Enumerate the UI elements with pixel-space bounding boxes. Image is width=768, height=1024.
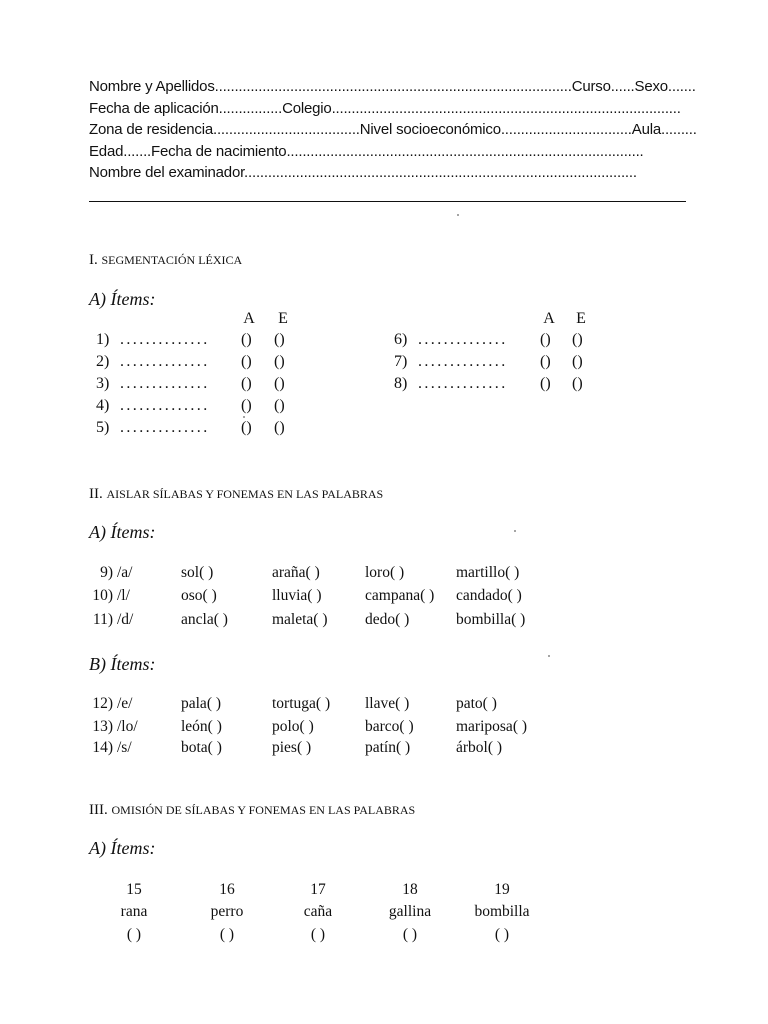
omission-number: 16 <box>219 881 235 898</box>
item-number: 3) <box>96 375 110 392</box>
item-number: 12) <box>92 695 113 712</box>
item-dotted-line: .............. <box>120 397 210 414</box>
answer-mark-e: () <box>274 419 285 436</box>
word-option: tortuga( ) <box>272 695 331 712</box>
answer-mark-a: () <box>241 419 252 436</box>
section-2-subtitle-b: B) Ítems: <box>89 654 156 674</box>
item-number: 10) <box>92 587 113 604</box>
col-a-header-right: A <box>543 310 555 327</box>
answer-mark-e: () <box>274 375 285 392</box>
item-dotted-line: .............. <box>418 353 508 370</box>
word-option: maleta( ) <box>272 611 328 628</box>
col-e-header-right: E <box>576 310 586 327</box>
word-option: pala( ) <box>181 695 222 712</box>
answer-mark-a: () <box>241 397 252 414</box>
omission-word: bombilla <box>474 903 530 920</box>
scan-speck <box>548 655 550 657</box>
section-2-number: II. <box>89 486 103 502</box>
word-option: mariposa( ) <box>456 718 528 735</box>
answer-mark-a: () <box>241 375 252 392</box>
answer-mark-e: () <box>274 397 285 414</box>
answer-mark-e: () <box>274 331 285 348</box>
word-option: lluvia( ) <box>272 587 322 604</box>
omission-number: 19 <box>494 881 510 898</box>
field-edad-fecha-nacimiento: Edad.......Fecha de nacimiento.......................................................................................... <box>89 143 644 160</box>
item-number: 8) <box>394 375 408 392</box>
scan-speck <box>457 214 459 216</box>
field-zona-nivel-aula: Zona de residencia.....................................Nivel socioeconómico.................................Aula......... <box>89 121 697 138</box>
item-number: 13) <box>92 718 113 735</box>
answer-mark-e: () <box>572 331 583 348</box>
item-number: 2) <box>96 353 110 370</box>
answer-mark-e: () <box>572 375 583 392</box>
answer-mark-a: () <box>241 331 252 348</box>
word-option: campana( ) <box>365 587 435 604</box>
word-option: dedo( ) <box>365 611 410 628</box>
answer-mark-a: () <box>540 331 551 348</box>
answer-mark-a: () <box>540 375 551 392</box>
word-option: candado( ) <box>456 587 522 604</box>
section-3-number: III. <box>89 802 108 818</box>
word-option: martillo( ) <box>456 564 520 581</box>
omission-word: caña <box>303 903 333 920</box>
omission-word: gallina <box>388 903 432 920</box>
item-number: 1) <box>96 331 110 348</box>
section-3-subtitle: A) Ítems: <box>89 838 156 858</box>
word-option: sol( ) <box>181 564 214 581</box>
phoneme-label: /lo/ <box>117 718 138 735</box>
omission-mark: ( ) <box>310 926 326 943</box>
omission-number: 17 <box>310 881 326 898</box>
section-1-title-text: SEGMENTACIÓN LÉXICA <box>101 253 243 267</box>
omission-number: 18 <box>402 881 418 898</box>
word-option: oso( ) <box>181 587 217 604</box>
word-option: loro( ) <box>365 564 405 581</box>
section-2-subtitle-a: A) Ítems: <box>89 522 156 542</box>
field-fecha-colegio: Fecha de aplicación................Colegio........................................................................................ <box>89 100 681 117</box>
word-option: polo( ) <box>272 718 314 735</box>
item-number: 6) <box>394 331 408 348</box>
word-option: pies( ) <box>272 739 312 756</box>
section-2-title <box>89 486 383 503</box>
item-dotted-line: .............. <box>120 419 210 436</box>
header-divider <box>89 201 686 202</box>
word-option: león( ) <box>181 718 222 735</box>
omission-mark: ( ) <box>126 926 142 943</box>
item-number: 5) <box>96 419 110 436</box>
field-examinador: Nombre del examinador................................................................................................... <box>89 164 637 181</box>
item-number: 11) <box>92 611 113 628</box>
field-nombre-curso-sexo: Nombre y Apellidos..........................................................................................Curso......Sexo....... <box>89 78 696 95</box>
item-dotted-line: .............. <box>418 331 508 348</box>
phoneme-label: /a/ <box>117 564 133 581</box>
word-option: araña( ) <box>272 564 320 581</box>
omission-mark: ( ) <box>219 926 235 943</box>
item-dotted-line: .............. <box>120 375 210 392</box>
word-option: patín( ) <box>365 739 411 756</box>
section-1-number: I. <box>89 252 98 268</box>
scan-speck <box>243 416 245 418</box>
section-1-subtitle: A) Ítems: <box>89 289 156 309</box>
section-3-title-text: OMISIÓN DE SÍLABAS Y FONEMAS EN LAS PALABRAS <box>111 803 416 817</box>
section-2-title-text: AISLAR SÍLABAS Y FONEMAS EN LAS PALABRAS <box>106 487 384 501</box>
word-option: bota( ) <box>181 739 222 756</box>
col-a-header-left: A <box>243 310 255 327</box>
omission-number: 15 <box>126 881 142 898</box>
word-option: árbol( ) <box>456 739 503 756</box>
word-option: bombilla( ) <box>456 611 526 628</box>
phoneme-label: /l/ <box>117 587 130 604</box>
omission-mark: ( ) <box>402 926 418 943</box>
omission-word: rana <box>120 903 148 920</box>
item-dotted-line: .............. <box>418 375 508 392</box>
section-1-title <box>89 252 242 269</box>
answer-mark-a: () <box>241 353 252 370</box>
item-number: 4) <box>96 397 110 414</box>
scan-speck <box>514 530 516 532</box>
item-dotted-line: .............. <box>120 353 210 370</box>
item-number: 9) <box>100 564 113 581</box>
word-option: barco( ) <box>365 718 414 735</box>
item-number: 14) <box>92 739 113 756</box>
word-option: pato( ) <box>456 695 497 712</box>
omission-word: perro <box>210 903 244 920</box>
answer-mark-e: () <box>572 353 583 370</box>
phoneme-label: /e/ <box>117 695 133 712</box>
phoneme-label: /s/ <box>117 739 132 756</box>
phoneme-label: /d/ <box>117 611 134 628</box>
word-option: ancla( ) <box>181 611 228 628</box>
answer-mark-e: () <box>274 353 285 370</box>
section-3-title <box>89 802 415 819</box>
item-dotted-line: .............. <box>120 331 210 348</box>
item-number: 7) <box>394 353 408 370</box>
col-e-header-left: E <box>278 310 288 327</box>
omission-mark: ( ) <box>494 926 510 943</box>
answer-mark-a: () <box>540 353 551 370</box>
word-option: llave( ) <box>365 695 410 712</box>
